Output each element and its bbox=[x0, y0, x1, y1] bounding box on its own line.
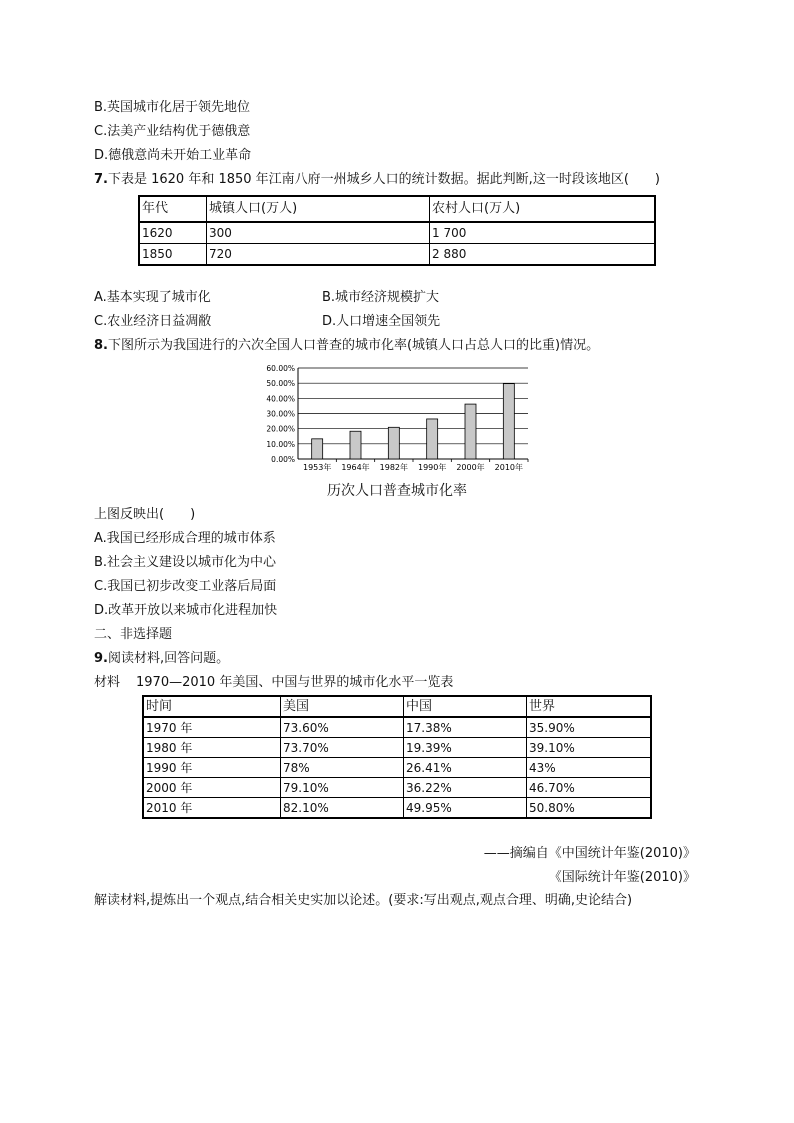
q7-option-a: A.基本实现了城市化 bbox=[94, 290, 211, 305]
x-tick-label: 1982年 bbox=[379, 463, 409, 472]
table-row bbox=[143, 758, 651, 778]
q7-table bbox=[138, 195, 656, 266]
table-cell: 1 700 bbox=[430, 222, 656, 244]
y-tick-label: 0.00% bbox=[271, 455, 295, 464]
table-cell: 17.38% bbox=[404, 717, 527, 738]
y-tick-label: 10.00% bbox=[266, 439, 295, 449]
q7-stem: 下表是 1620 年和 1850 年江南八府一州城乡人口的统计数据。据此判断,这一时段该地区( ) bbox=[107, 172, 660, 187]
table-cell: 73.70% bbox=[281, 738, 404, 758]
bar bbox=[427, 419, 438, 459]
source-line-1: ——摘编自《中国统计年鉴(2010)》 bbox=[483, 846, 696, 861]
table-cell: 1980 年 bbox=[143, 738, 281, 758]
table-header-cell: 年代 bbox=[139, 196, 207, 222]
table-header-cell: 城镇人口(万人) bbox=[207, 196, 430, 222]
bar bbox=[312, 439, 323, 459]
q9-number: 9. bbox=[94, 651, 108, 666]
x-tick-label: 2000年 bbox=[456, 463, 485, 472]
q7-stem-line bbox=[94, 171, 660, 189]
q8-option-d: D.改革开放以来城市化进程加快 bbox=[94, 603, 278, 618]
urbanization-bar-chart bbox=[256, 360, 536, 478]
table-cell: 19.39% bbox=[404, 738, 527, 758]
table-row bbox=[139, 222, 655, 244]
table-cell: 36.22% bbox=[404, 778, 527, 798]
table-cell: 26.41% bbox=[404, 758, 527, 778]
table-cell: 46.70% bbox=[527, 778, 652, 798]
source-line-2: 《国际统计年鉴(2010)》 bbox=[548, 870, 696, 885]
q6-option-d: D.德俄意尚未开始工业革命 bbox=[94, 148, 252, 163]
table-cell: 300 bbox=[207, 222, 430, 244]
table-row bbox=[143, 778, 651, 798]
x-tick-label: 1964年 bbox=[341, 463, 370, 472]
table-header-row bbox=[143, 696, 651, 717]
q8-option-c: C.我国已初步改变工业落后局面 bbox=[94, 579, 277, 594]
table-cell: 78% bbox=[281, 758, 404, 778]
table-cell: 82.10% bbox=[281, 798, 404, 819]
q8-option-b: B.社会主义建设以城市化为中心 bbox=[94, 555, 277, 570]
table-row bbox=[143, 738, 651, 758]
table-cell: 1620 bbox=[139, 222, 207, 244]
table-cell: 2000 年 bbox=[143, 778, 281, 798]
q8-stem: 下图所示为我国进行的六次全国人口普查的城市化率(城镇人口占总人口的比重)情况。 bbox=[107, 338, 600, 353]
table-cell: 79.10% bbox=[281, 778, 404, 798]
bar bbox=[388, 427, 399, 459]
material-title: 1970—2010 年美国、中国与世界的城市化水平一览表 bbox=[136, 675, 454, 690]
table-cell: 73.60% bbox=[281, 717, 404, 738]
table-cell: 2010 年 bbox=[143, 798, 281, 819]
q8-stem-line bbox=[94, 337, 599, 355]
table-cell: 2 880 bbox=[430, 244, 656, 266]
y-tick-label: 50.00% bbox=[266, 379, 295, 389]
table-cell: 720 bbox=[207, 244, 430, 266]
bar bbox=[350, 431, 361, 459]
q7-option-c: C.农业经济日益凋敝 bbox=[94, 314, 212, 329]
table-cell: 1970 年 bbox=[143, 717, 281, 738]
q9-material-line bbox=[94, 674, 453, 692]
bar bbox=[503, 384, 514, 459]
table-cell: 49.95% bbox=[404, 798, 527, 819]
table-header-cell: 美国 bbox=[281, 696, 404, 717]
x-tick-label: 2010年 bbox=[494, 463, 524, 472]
table-row bbox=[143, 717, 651, 738]
table-row bbox=[139, 244, 655, 266]
q9-table bbox=[142, 695, 652, 819]
y-tick-label: 60.00% bbox=[266, 364, 295, 373]
q8-option-a: A.我国已经形成合理的城市体系 bbox=[94, 531, 276, 546]
table-header-row bbox=[139, 196, 655, 222]
y-tick-label: 40.00% bbox=[266, 394, 295, 404]
q9-stem: 阅读材料,回答问题。 bbox=[107, 651, 230, 666]
table-cell: 50.80% bbox=[527, 798, 652, 819]
table-cell: 39.10% bbox=[527, 738, 652, 758]
table-header-cell: 农村人口(万人) bbox=[430, 196, 656, 222]
q9-stem-line bbox=[94, 650, 229, 668]
x-tick-label: 1953年 bbox=[302, 463, 332, 472]
chart-caption: 历次人口普查城市化率 bbox=[327, 483, 467, 499]
q7-option-d: D.人口增速全国领先 bbox=[322, 314, 441, 329]
table-header-cell: 时间 bbox=[143, 696, 281, 717]
section-heading: 二、非选择题 bbox=[94, 627, 173, 642]
table-cell: 1990 年 bbox=[143, 758, 281, 778]
x-tick-label: 1990年 bbox=[417, 463, 447, 472]
y-tick-label: 20.00% bbox=[266, 424, 295, 434]
bar bbox=[465, 404, 476, 459]
q9-question: 解读材料,提炼出一个观点,结合相关史实加以论述。(要求:写出观点,观点合理、明确,史论结合) bbox=[94, 893, 633, 908]
q8-number: 8. bbox=[94, 338, 108, 353]
table-cell: 43% bbox=[527, 758, 652, 778]
table-cell: 1850 bbox=[139, 244, 207, 266]
q7-option-b: B.城市经济规模扩大 bbox=[322, 290, 440, 305]
table-header-cell: 中国 bbox=[404, 696, 527, 717]
material-label: 材料 bbox=[94, 675, 121, 690]
q6-option-c: C.法美产业结构优于德俄意 bbox=[94, 124, 251, 139]
table-header-cell: 世界 bbox=[527, 696, 652, 717]
y-tick-label: 30.00% bbox=[266, 409, 295, 419]
q7-number: 7. bbox=[94, 172, 108, 187]
table-row bbox=[143, 798, 651, 819]
q8-after-stem: 上图反映出( ) bbox=[94, 507, 196, 522]
table-cell: 35.90% bbox=[527, 717, 652, 738]
q6-option-b: B.英国城市化居于领先地位 bbox=[94, 100, 251, 115]
